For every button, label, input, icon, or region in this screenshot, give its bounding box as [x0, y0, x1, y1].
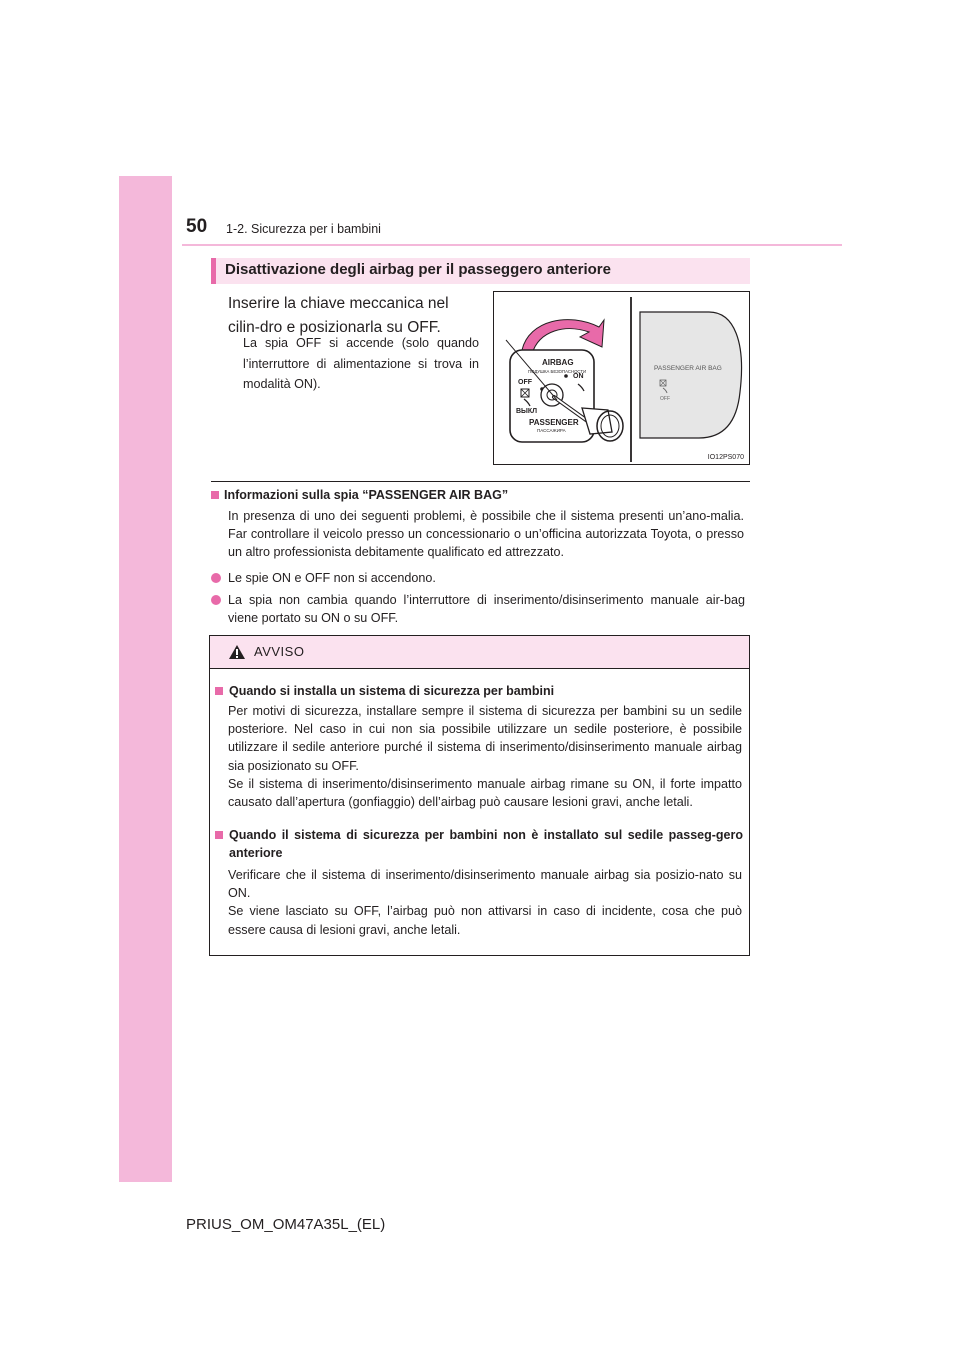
- step-note: La spia OFF si accende (solo quando l’interruttore di alimentazione si trova in modalità ON).: [243, 336, 479, 391]
- off-label: OFF: [518, 379, 532, 386]
- rotate-arrow-icon: [522, 320, 604, 354]
- square-bullet-icon: [211, 491, 219, 499]
- warning-paragraph: Se viene lasciato su OFF, l’airbag può non attivarsi in caso di incidente, cosa che può essere causa di lesioni gravi, anche letali.: [228, 904, 742, 937]
- on-label: ON: [573, 373, 584, 380]
- section-title: Disattivazione degli airbag per il passeggero anteriore: [225, 261, 611, 278]
- warning-item-heading-text: Quando il sistema di sicurezza per bambini non è installato sul sedile passeg-gero anteriore: [229, 828, 743, 861]
- warning-paragraph: Per motivi di sicurezza, installare sempre il sistema di sicurezza per bambini su un sedile posteriore. Nel caso in cui non sia possibile utilizzare un sedile posteriore, è possibile utilizzare il sedile anteriore purché il sistema di inserimento/disinserimento manuale airbag sia posizionato su OFF.: [228, 704, 742, 773]
- figure-code: IO12PS070: [707, 454, 744, 461]
- warning-header: [210, 636, 749, 669]
- warning-item-heading: [215, 682, 743, 700]
- info-body: In presenza di uno dei seguenti problemi, è possibile che il sistema presenti un’ano-malia. Far controllare il veicolo presso un concessionario o un’officina autorizzata Toyota, o presso un altro professionista debitamente qualificato ed attrezzato.: [228, 509, 744, 560]
- step-instruction: Inserire la chiave meccanica nel cilin-dro e posizionarla su OFF.: [228, 295, 449, 336]
- airbag-switch-figure: [493, 291, 750, 465]
- warning-item-body: [228, 702, 742, 811]
- list-item-text: La spia non cambia quando l’interruttore di inserimento/disinserimento manuale air-bag viene portato su ON o su OFF.: [228, 593, 745, 626]
- side-color-band: [119, 176, 172, 1182]
- round-bullet-icon: [211, 573, 221, 583]
- on-dot: [564, 374, 568, 378]
- document-code-footer: PRIUS_OM_OM47A35L_(EL): [186, 1216, 386, 1233]
- header-rule: [182, 244, 842, 246]
- warning-title: AVVISO: [254, 644, 305, 659]
- section-rule: [211, 481, 750, 482]
- warning-item-heading-text: Quando si installa un sistema di sicurezza per bambini: [229, 684, 555, 698]
- title-accent: [211, 258, 216, 284]
- indicator-off-label: OFF: [660, 396, 670, 402]
- indicator-label: PASSENGER AIR BAG: [654, 365, 722, 372]
- switch-subtitle: ПОДУШКА БЕЗОПАСНОСТИ: [528, 369, 587, 374]
- warning-item-heading: [215, 826, 743, 862]
- switch-title: AIRBAG: [542, 358, 574, 367]
- passenger-label: PASSENGER: [529, 418, 579, 427]
- off-ru-label: ВЫКЛ: [516, 408, 538, 415]
- list-item-text: Le spie ON e OFF non si accendono.: [228, 571, 436, 585]
- round-bullet-icon: [211, 595, 221, 605]
- list-item: [211, 591, 745, 627]
- section-title-bar: [211, 258, 750, 284]
- airbag-switch-illustration: [494, 292, 749, 464]
- list-item: [211, 569, 745, 587]
- info-heading-text: Informazioni sulla spia “PASSENGER AIR BAG”: [224, 488, 509, 502]
- passenger-ru-label: ПАССАЖИРА: [537, 428, 566, 433]
- indicator-panel: [640, 312, 742, 438]
- warning-paragraph: Verificare che il sistema di inserimento/disinserimento manuale airbag sia posizio-nato su ON.: [228, 868, 742, 901]
- warning-triangle-icon: [228, 644, 246, 660]
- info-heading: [211, 488, 508, 502]
- page-number: 50: [186, 216, 208, 237]
- warning-paragraph: Se il sistema di inserimento/disinserimento manuale airbag rimane su ON, il forte impatto causato dall’apertura (gonfiaggio) dell’airbag può causare lesioni gravi, anche letali.: [228, 776, 742, 810]
- square-bullet-icon: [215, 687, 223, 695]
- section-path: 1-2. Sicurezza per i bambini: [226, 222, 381, 236]
- square-bullet-icon: [215, 831, 223, 839]
- warning-item-body: [228, 866, 742, 939]
- warning-box: [209, 635, 750, 956]
